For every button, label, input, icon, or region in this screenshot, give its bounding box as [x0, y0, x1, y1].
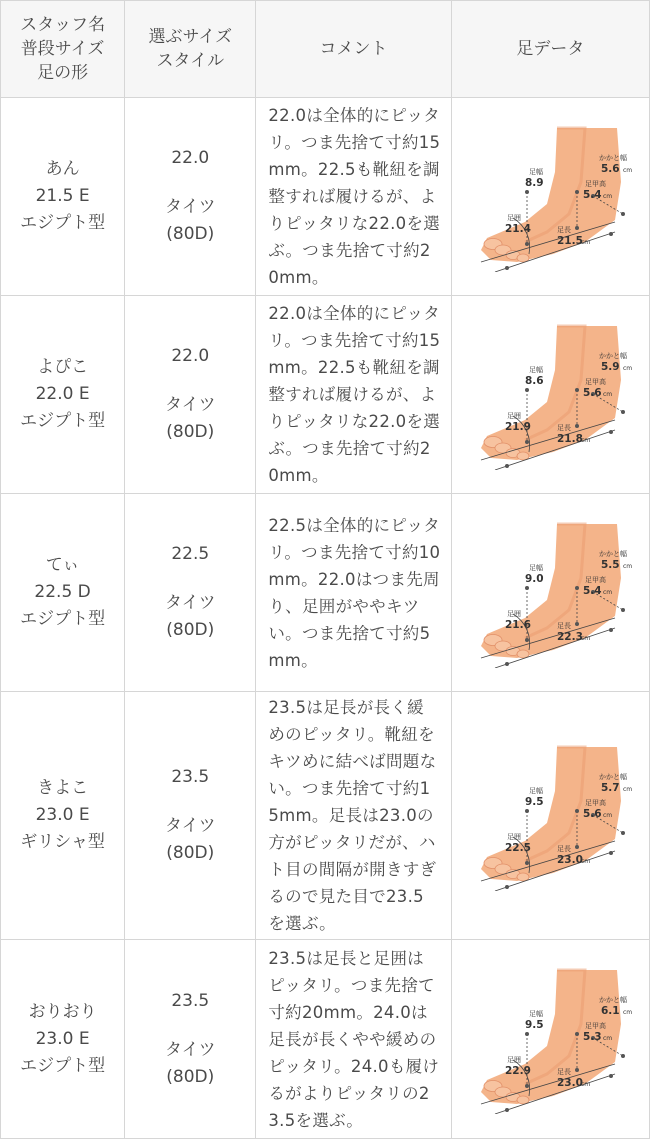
header-staff-line1: スタッフ名 [20, 15, 106, 35]
length-value: 22.3 [557, 630, 584, 643]
staff-name: よぴこ [37, 357, 89, 377]
instep-unit: cm [603, 1035, 613, 1042]
foot-width-value: 8.6 [525, 374, 544, 387]
girth-label: 足囲 [507, 213, 522, 222]
header-comment: コメント [256, 1, 451, 98]
length-unit: cm [581, 634, 591, 642]
instep-unit: cm [603, 390, 613, 398]
chosen-size: 23.5 [171, 990, 210, 1011]
foot-width-label: 足幅 [529, 365, 544, 374]
foot-shape: エジプト型 [20, 1055, 106, 1076]
table-row [1, 98, 650, 296]
denier: (80D) [166, 1066, 215, 1087]
instep-value: 5.3 [583, 1031, 602, 1043]
foot-data-cell [451, 296, 649, 494]
staff-name: あん [45, 159, 80, 179]
foot-width-label: 足幅 [529, 1010, 544, 1018]
instep-unit: cm [603, 811, 613, 819]
spacer [125, 370, 255, 392]
staff-cell [1, 98, 125, 296]
instep-value: 5.4 [583, 188, 602, 201]
girth-value: 22.9 [505, 1065, 532, 1077]
heel-unit: cm [623, 364, 633, 372]
header-size-line2: スタイル [156, 51, 225, 71]
foot-data-cell [451, 940, 649, 1139]
heel-width-label: かかと幅 [599, 772, 628, 781]
staff-cell [1, 296, 125, 494]
chosen-size: 22.5 [171, 544, 210, 564]
foot-data-cell [451, 494, 649, 692]
chosen-size: 23.5 [171, 767, 210, 787]
staff-name: おりおり [28, 1001, 97, 1022]
foot-shape: ギリシャ型 [20, 832, 105, 852]
heel-width-value: 5.7 [601, 781, 620, 794]
foot-diagram [465, 518, 635, 668]
usual-size: 22.0 E [35, 384, 90, 404]
comment-cell: 23.5は足長が長く緩めのピッタリ。靴紐をキツめに結べば問題ない。つま先捨て寸約15mm。足長は23.0の方がピッタリだが、ハト目の間隔が開きすぎるので見た目で23.5を選ぶ。 [256, 692, 451, 940]
heel-width-value: 5.9 [601, 360, 620, 373]
spacer [125, 791, 255, 813]
table-row [1, 692, 650, 940]
instep-label: 足甲高 [585, 179, 607, 188]
size-cell [125, 940, 256, 1139]
header-row [1, 1, 650, 98]
table-row [1, 494, 650, 692]
instep-label: 足甲高 [585, 575, 607, 584]
table-row [1, 940, 650, 1139]
size-cell [125, 98, 256, 296]
header-size-line1: 選ぶサイズ [148, 27, 233, 47]
foot-width-value: 9.5 [525, 1019, 544, 1031]
staff-cell [1, 940, 125, 1139]
instep-value: 5.4 [583, 584, 602, 597]
heel-unit: cm [623, 785, 633, 793]
heel-width-label: かかと幅 [599, 153, 628, 162]
instep-unit: cm [603, 192, 613, 200]
comment-cell: 23.5は足長と足囲はピッタリ。つま先捨て寸約20mm。24.0は足長が長くやや緩めのピッタリ。24.0も履けるがよりピッタリの23.5を選ぶ。 [256, 940, 451, 1139]
length-unit: cm [581, 857, 591, 865]
staff-cell [1, 494, 125, 692]
length-value: 23.0 [557, 853, 584, 866]
foot-diagram [465, 741, 635, 891]
foot-data-cell [451, 692, 649, 940]
foot-width-value: 8.9 [525, 176, 544, 189]
foot-shape: エジプト型 [20, 609, 106, 629]
foot-width-label: 足幅 [529, 167, 544, 176]
header-foot-data: 足データ [451, 1, 649, 98]
spacer [125, 568, 255, 590]
girth-value: 21.9 [505, 420, 532, 433]
usual-size: 23.0 E [35, 805, 90, 825]
instep-unit: cm [603, 588, 613, 596]
length-unit: cm [581, 238, 591, 246]
header-staff [1, 1, 125, 98]
length-label: 足長 [557, 225, 572, 234]
heel-unit: cm [623, 166, 633, 174]
heel-width-label: かかと幅 [599, 996, 628, 1004]
style: タイツ [164, 1039, 216, 1060]
foot-width-label: 足幅 [529, 786, 544, 795]
foot-width-value: 9.5 [525, 795, 544, 808]
instep-label: 足甲高 [585, 798, 607, 807]
instep-label: 足甲高 [585, 377, 607, 386]
heel-width-label: かかと幅 [599, 549, 628, 558]
chosen-size: 22.0 [171, 346, 210, 366]
instep-value: 5.6 [583, 807, 602, 820]
denier: (80D) [166, 422, 215, 442]
heel-width-value: 5.5 [601, 558, 620, 571]
style: タイツ [164, 197, 216, 217]
denier: (80D) [166, 224, 215, 244]
table-row [1, 296, 650, 494]
comment-cell: 22.5は全体的にピッタリ。つま先捨て寸約10mm。22.0はつま先周り、足囲がややキツい。つま先捨て寸約5mm。 [256, 494, 451, 692]
style: タイツ [164, 395, 216, 415]
girth-value: 21.4 [505, 222, 532, 235]
length-label: 足長 [557, 1068, 572, 1076]
staff-name: てぃ [45, 555, 80, 575]
denier: (80D) [166, 620, 215, 640]
header-staff-line3: 足の形 [37, 63, 89, 83]
foot-diagram [465, 122, 635, 272]
header-staff-line2: 普段サイズ [20, 39, 105, 59]
chosen-size: 22.0 [171, 148, 210, 168]
size-cell [125, 296, 256, 494]
usual-size: 23.0 E [35, 1028, 90, 1049]
spacer [125, 172, 255, 194]
foot-data-cell [451, 98, 649, 296]
instep-value: 5.6 [583, 386, 602, 399]
length-unit: cm [581, 436, 591, 444]
girth-value: 21.6 [505, 618, 532, 631]
staff-cell [1, 692, 125, 940]
length-value: 21.5 [557, 234, 584, 247]
size-cell [125, 494, 256, 692]
length-label: 足長 [557, 423, 572, 432]
foot-shape: エジプト型 [20, 213, 106, 233]
foot-shape: エジプト型 [20, 411, 106, 431]
girth-label: 足囲 [507, 609, 522, 618]
comment-cell: 22.0は全体的にピッタリ。つま先捨て寸約15mm。22.5も靴紐を調整すれば履けるが、よりピッタリな22.0を選ぶ。つま先捨て寸約20mm。 [256, 296, 451, 494]
length-label: 足長 [557, 621, 572, 630]
girth-label: 足囲 [507, 832, 522, 841]
style: タイツ [164, 816, 216, 836]
comment-cell: 22.0は全体的にピッタリ。つま先捨て寸約15mm。22.5も靴紐を調整すれば履けるが、よりピッタリな22.0を選ぶ。つま先捨て寸約20mm。 [256, 98, 451, 296]
length-value: 23.0 [557, 1077, 584, 1089]
foot-diagram [465, 964, 635, 1114]
foot-diagram [465, 320, 635, 470]
length-value: 21.8 [557, 432, 584, 445]
heel-width-value: 6.1 [601, 1005, 620, 1017]
heel-width-value: 5.6 [601, 162, 620, 175]
usual-size: 22.5 D [34, 582, 91, 602]
usual-size: 21.5 E [35, 186, 90, 206]
instep-label: 足甲高 [585, 1022, 607, 1030]
girth-value: 22.5 [505, 841, 532, 854]
girth-label: 足囲 [507, 1056, 522, 1064]
heel-unit: cm [623, 1009, 633, 1016]
length-unit: cm [581, 1081, 591, 1088]
header-size [125, 1, 256, 98]
girth-label: 足囲 [507, 411, 522, 420]
staff-name: きよこ [37, 778, 89, 798]
foot-width-label: 足幅 [529, 563, 544, 572]
size-cell [125, 692, 256, 940]
heel-unit: cm [623, 562, 633, 570]
style: タイツ [164, 593, 216, 613]
foot-width-value: 9.0 [525, 572, 544, 585]
denier: (80D) [166, 843, 215, 863]
heel-width-label: かかと幅 [599, 351, 628, 360]
length-label: 足長 [557, 844, 572, 853]
spacer [125, 1015, 255, 1037]
